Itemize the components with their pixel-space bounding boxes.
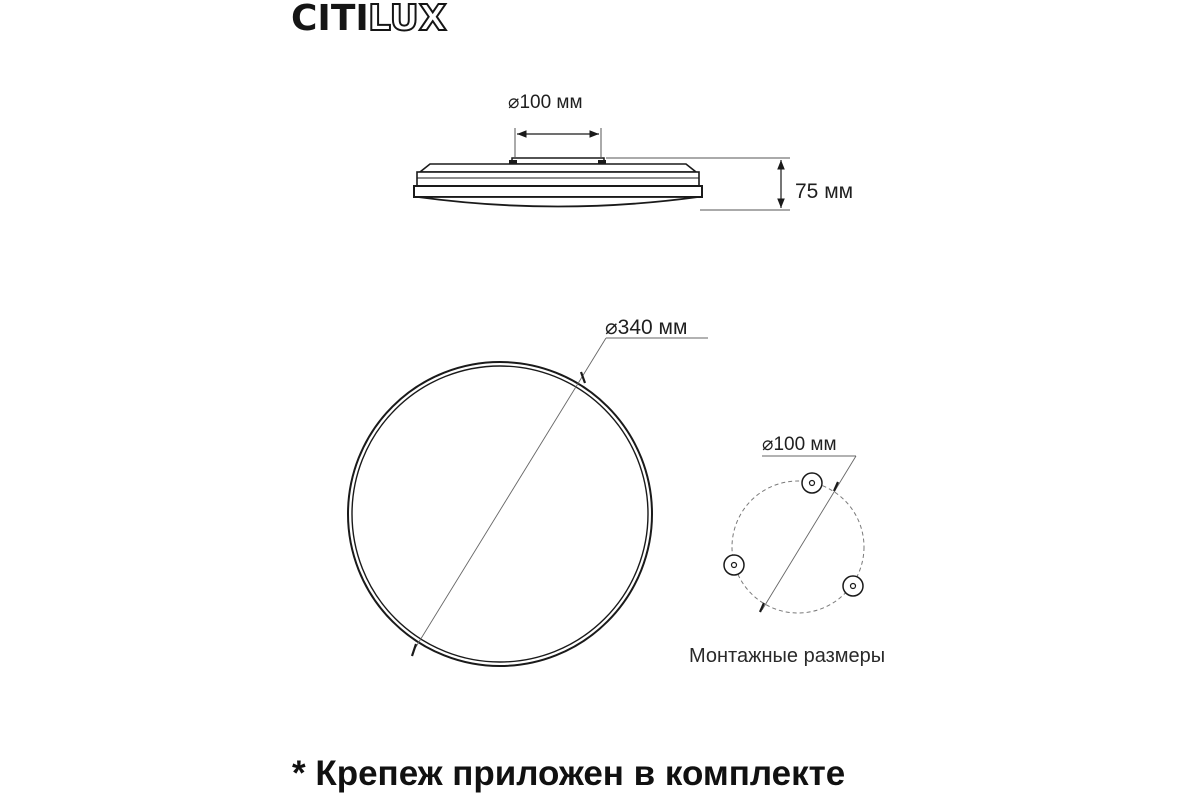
mount-diameter-label: ⌀100 мм xyxy=(508,92,583,113)
mount-point-right xyxy=(843,576,863,596)
outer-diameter-label: ⌀340 мм xyxy=(605,316,688,339)
lamp-base xyxy=(512,158,604,164)
mount-point-left xyxy=(724,555,744,575)
mounting-circle-dashed xyxy=(732,481,864,613)
mounting-caption: Монтажные размеры xyxy=(689,645,886,667)
mount-point-top xyxy=(802,473,822,493)
brand-logo-lux: LUX xyxy=(368,0,447,39)
lamp-body xyxy=(417,172,699,186)
height-label: 75 мм xyxy=(795,180,854,203)
lamp-outer-circle xyxy=(348,362,652,666)
lamp-diffuser xyxy=(418,197,698,207)
outer-diameter-leader xyxy=(414,338,606,650)
side-view xyxy=(414,128,790,210)
lamp-rim xyxy=(414,186,702,197)
mounting-view xyxy=(724,456,864,613)
lamp-upper-ring xyxy=(420,164,696,172)
top-view xyxy=(348,338,708,666)
footnote: * Крепеж приложен в комплекте xyxy=(292,754,846,793)
lamp-inner-circle xyxy=(352,366,648,662)
brand-logo-citi: CITI xyxy=(291,0,369,39)
mounting-diameter-label: ⌀100 мм xyxy=(762,434,837,455)
